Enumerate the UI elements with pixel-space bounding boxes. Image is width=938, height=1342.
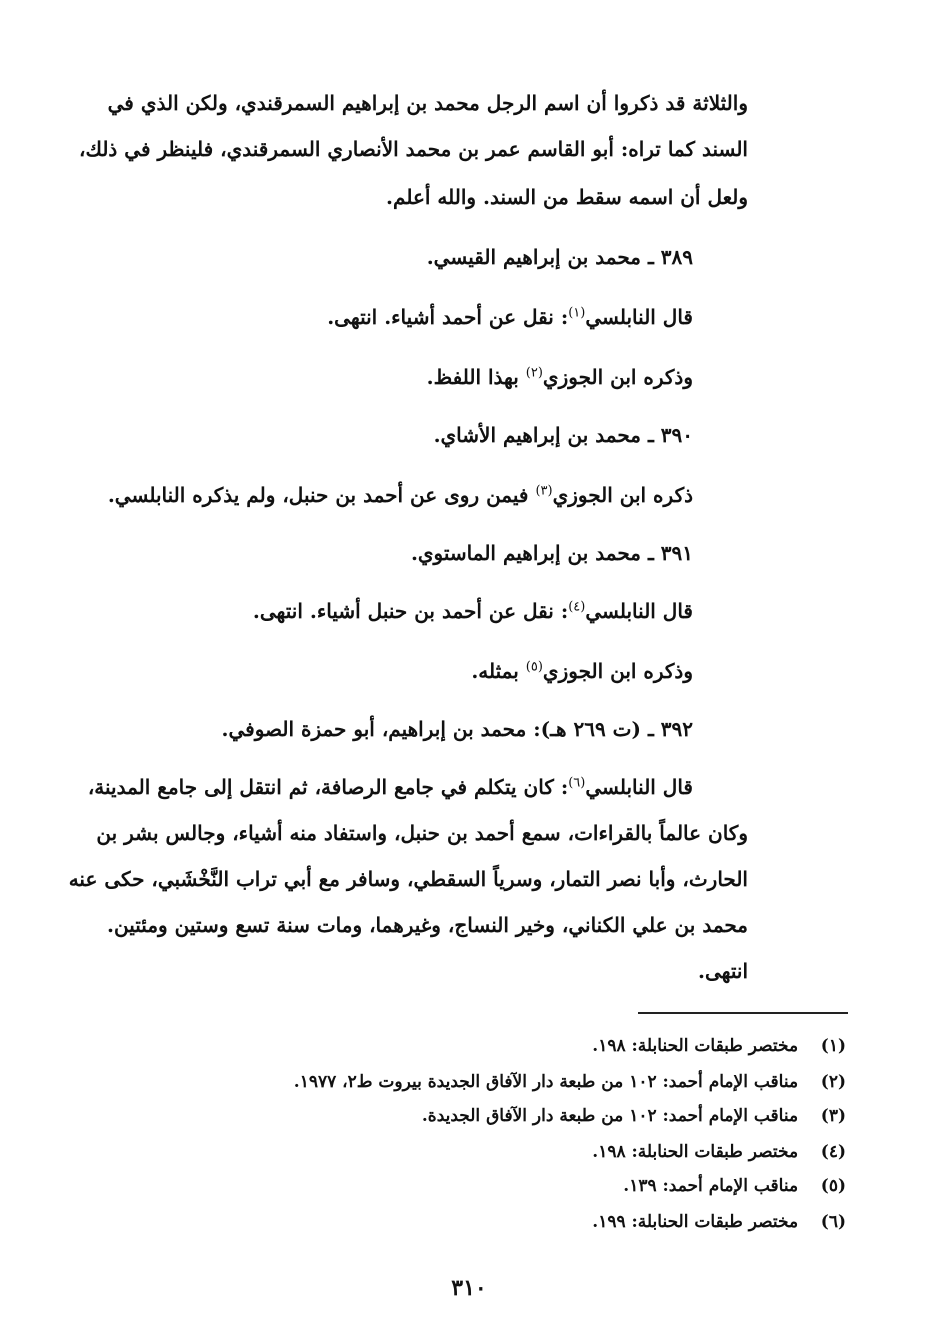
entry-389-line-2-a: وذكره ابن الجوزي (542, 365, 693, 389)
footnote-1-number: (١) (820, 1036, 846, 1056)
footnote-3-number: (٣) (820, 1106, 846, 1126)
entry-390-number: ٣٩٠ ـ (647, 423, 693, 447)
entry-392-para-line-4: محمد بن علي الكناني، وخير النساج، وغيرهما، ومات سنة تسع وستين ومئتين. (107, 913, 748, 937)
footnote-2 (294, 1068, 846, 1096)
footnote-4-text: مختصر طبقات الحنابلة: ١٩٨. (592, 1142, 799, 1162)
entry-392-para-line-5: انتهى. (697, 959, 748, 983)
paragraph1-line-1: والثلاثة قد ذكروا أن اسم الرجل محمد بن إبراهيم السمرقندي، ولكن الذي في (107, 91, 748, 115)
entry-389-line-1-b: : نقل عن أحمد أشياء. انتهى. (327, 305, 569, 329)
entry-391-line-1 (190, 588, 693, 634)
paragraph1-line-3: ولعل أن اسمه سقط من السند. والله أعلم. (386, 185, 748, 209)
footnote-4 (592, 1138, 846, 1166)
footnote-6 (592, 1208, 846, 1236)
footnote-ref-6[interactable]: (٦) (568, 775, 586, 791)
entry-389-line-1-a: قال النابلسي (585, 305, 693, 329)
footnote-6-text: مختصر طبقات الحنابلة: ١٩٩. (592, 1212, 799, 1232)
entry-390-line-1 (107, 472, 693, 518)
footnote-4-number: (٤) (820, 1142, 846, 1162)
entry-391-heading (190, 530, 693, 576)
footnote-ref-3[interactable]: (٣) (535, 483, 553, 499)
footnote-ref-4[interactable]: (٤) (568, 599, 586, 615)
entry-391-name: محمد بن إبراهيم الماستوي. (410, 541, 641, 565)
entry-390-line-1-a: ذكره ابن الجوزي (552, 483, 693, 507)
entry-389-number: ٣٨٩ ـ (647, 245, 693, 269)
entry-392-rest: أبو حمزة الصوفي. (221, 717, 382, 741)
footnote-3-text: مناقب الإمام أحمد: ١٠٢ من طبعة دار الآفاق الجديدة. (421, 1106, 799, 1126)
entry-391-line-2-a: وذكره ابن الجوزي (542, 659, 693, 683)
entry-389-heading (190, 234, 693, 280)
footnote-2-number: (٢) (820, 1072, 846, 1092)
entry-392-para-line-3: الحارث، وأبا نصر التمار، وسرياً السقطي، وسافر مع أبي تراب النَّخْشَبي، حكى عنه (68, 867, 748, 891)
entry-391-line-1-a: قال النابلسي (585, 599, 693, 623)
entry-389-name: محمد بن إبراهيم القيسي. (426, 245, 641, 269)
page-number: ٣١٠ (451, 1275, 487, 1301)
entry-389-line-2-b: بهذا اللفظ. (426, 365, 526, 389)
entry-392-number: ٣٩٢ ـ (647, 717, 693, 741)
entry-391-number: ٣٩١ ـ (647, 541, 693, 565)
entry-391-line-2-b: بمثله. (471, 659, 526, 683)
footnote-ref-5[interactable]: (٥) (525, 659, 543, 675)
paragraph1-line-2: السند كما تراه: أبو القاسم عمر بن محمد الأنصاري السمرقندي، فلينظر في ذلك، (79, 137, 748, 161)
entry-391-line-2 (190, 648, 693, 694)
entry-389-line-2 (190, 354, 693, 400)
footnote-ref-2[interactable]: (٢) (525, 365, 543, 381)
entry-390-name: محمد بن إبراهيم الأشاي. (433, 423, 641, 447)
entry-392-heading (190, 706, 693, 752)
entry-391-line-1-b: : نقل عن أحمد بن حنبل أشياء. انتهى. (252, 599, 569, 623)
entry-392-para-line-1-b: : كان يتكلم في جامع الرصافة، ثم انتقل إلى جامع المدينة، (87, 775, 569, 799)
footnote-5 (623, 1172, 846, 1200)
entry-392-date: (ت ٢٦٩ هـ): (533, 717, 641, 741)
footnote-6-number: (٦) (820, 1212, 846, 1232)
footnote-2-text: مناقب الإمام أحمد: ١٠٢ من طبعة دار الآفاق الجديدة بيروت ط٢، ١٩٧٧. (293, 1072, 799, 1092)
footnote-5-text: مناقب الإمام أحمد: ١٣٩. (623, 1176, 799, 1196)
footnote-3 (422, 1102, 846, 1130)
footnote-1-text: مختصر طبقات الحنابلة: ١٩٨. (592, 1036, 799, 1056)
entry-389-line-1 (190, 294, 693, 340)
entry-392-para-line-2: وكان عالماً بالقراءات، سمع أحمد بن حنبل، واستفاد منه أشياء، وجالس بشر بن (96, 821, 748, 845)
footnote-separator (638, 1012, 848, 1014)
entry-390-heading (190, 412, 693, 458)
entry-392-name: محمد بن إبراهيم، (381, 717, 527, 741)
footnote-ref-1[interactable]: (١) (568, 305, 586, 321)
footnote-5-number: (٥) (820, 1176, 846, 1196)
entry-390-line-1-b: فيمن روى عن أحمد بن حنبل، ولم يذكره النابلسي. (107, 483, 536, 507)
footnote-1 (592, 1032, 846, 1060)
entry-392-para-line-1 (87, 764, 693, 810)
entry-392-para-line-1-a: قال النابلسي (585, 775, 693, 799)
